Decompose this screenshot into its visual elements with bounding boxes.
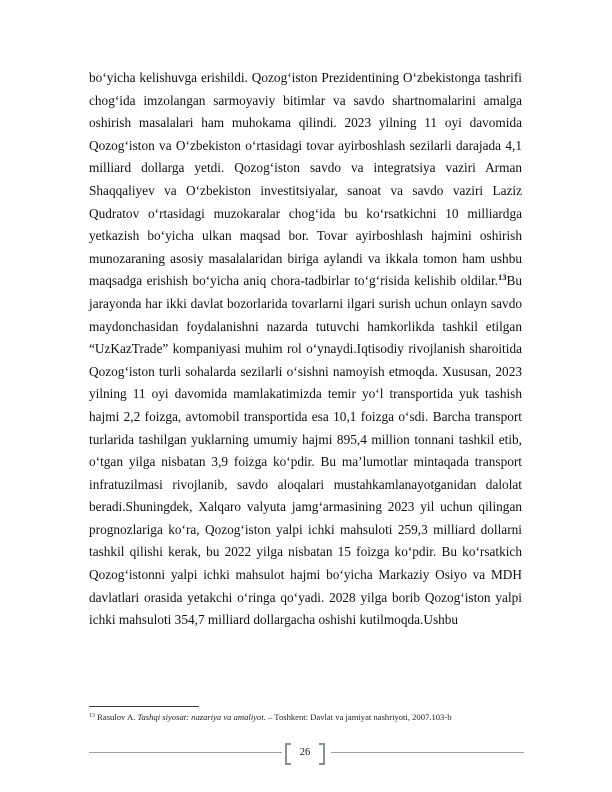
footnote-separator xyxy=(89,706,199,707)
body-paragraph xyxy=(89,67,522,632)
page-number-rule-right xyxy=(331,752,524,753)
footnote-title: Tashqi siyosat: nazariya va amaliyot. xyxy=(137,712,266,722)
footnote xyxy=(89,712,529,723)
page-number: 26 xyxy=(285,742,325,764)
footnote-reference[interactable]: 13 xyxy=(497,272,507,283)
footnote-publication: – Toshkent: Davlat va jamiyat nashriyoti, 2007.103-b xyxy=(265,712,452,722)
footnote-number: 13 xyxy=(89,713,95,719)
paragraph-text-part-2: Bu jarayonda har ikki davlat bozorlarida tovarlarni ilgari surish uchun onlayn savdo maydonchasidan foydalanishni nazarda tutuvchi hamkorlikda tashkil etilgan “UzKazTrade” kompaniyasi muhim rol o‘ynaydi.Iqtisodiy rivojlanish sharoitida Qozog‘iston turli sohalarda sezilarli o‘sishni namoyish etmoqda. Xususan, 2023 yilning 11 oyi davomida mamlakatimizda temir yo‘l transportida yuk tashish hajmi 2,2 foizga, avtomobil transportida esa 10,1 foizga o‘sdi. Barcha transport turlarida tashilgan yuklarning umumiy hajmi 895,4 million tonnani tashkil etib, o‘tgan yilga nisbatan 3,9 foizga ko‘pdir. Bu ma’lumotlar mintaqada transport infratuzilmasi rivojlanib, savdo aloqalari mustahkamlanayotganidan dalolat beradi.Shuningdek, Xalqaro valyuta jamg‘armasining 2023 yil uchun qilingan prognozlariga ko‘ra, Qozog‘iston yalpi ichki mahsuloti 259,3 milliard dollarni tashkil qilishi kerak, bu 2022 yilga nisbatan 15 foizga ko‘pdir. Bu ko‘rsatkich Qozog‘istonni yalpi ichki mahsulot hajmi bo‘yicha Markaziy Osiyo va MDH davlatlari orasida yetakchi o‘ringa qo‘yadi. 2028 yilga borib Qozog‘iston yalpi ichki mahsuloti 354,7 milliard dollargacha oshishi kutilmoqda.Ushbu xyxy=(89,273,522,628)
paragraph-text-part-1: bo‘yicha kelishuvga erishildi. Qozog‘iston Prezidentining O‘zbekistonga tashrifi chog‘ida imzolangan sarmoyaviy bitimlar va savdo shartnomalarini amalga oshirish masalalari ham muhokama qilindi. 2023 yilning 11 oyi davomida Qozog‘iston va O‘zbekiston o‘rtasidagi tovar ayirboshlash sezilarli darajada 4,1 milliard dollarga yetdi. Qozog‘iston savdo va integratsiya vaziri Arman Shaqqaliyev va O‘zbekiston investitsiyalar, sanoat va savdo vaziri Laziz Qudratov o‘rtasidagi muzokaralar chog‘ida bu ko‘rsatkichni 10 milliardga yetkazish bo‘yicha ulkan maqsad bor. Tovar ayirboshlash hajmini oshirish munozaraning asosiy masalalaridan biriga aylandi va ikkala tomon ham ushbu maqsadga erishish bo‘yicha aniq chora-tadbirlar to‘g‘risida kelishib oldilar. xyxy=(89,70,522,289)
footnote-author: Rasulov A. xyxy=(95,712,138,722)
page-number-rule-left xyxy=(89,752,282,753)
